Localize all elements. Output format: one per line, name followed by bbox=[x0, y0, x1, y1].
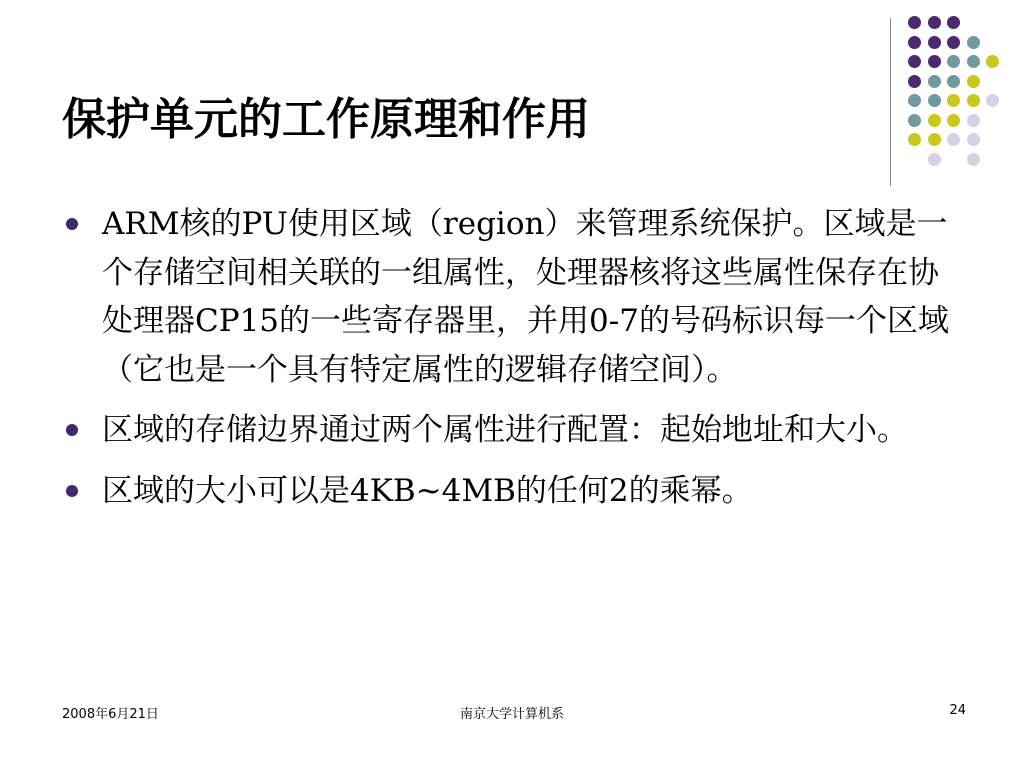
decorative-dot bbox=[947, 114, 960, 127]
decorative-dot bbox=[928, 75, 941, 88]
decorative-dot bbox=[967, 36, 980, 49]
decorative-dot bbox=[947, 133, 960, 146]
decorative-dot bbox=[928, 94, 941, 107]
decorative-dot bbox=[928, 55, 941, 68]
footer-date: 2008年6月21日 bbox=[62, 707, 159, 722]
decorative-dot bbox=[947, 16, 960, 29]
bullet-marker-icon bbox=[66, 218, 78, 230]
decorative-dot bbox=[947, 75, 960, 88]
bullet-marker-icon bbox=[66, 424, 78, 436]
decorative-dot bbox=[928, 133, 941, 146]
decorative-dot bbox=[947, 36, 960, 49]
decorative-dot bbox=[986, 55, 999, 68]
decorative-dot bbox=[908, 133, 921, 146]
decorative-dot bbox=[928, 16, 941, 29]
footer-page-number: 24 bbox=[949, 703, 966, 718]
decorative-dot bbox=[908, 55, 921, 68]
bullet-text: ARM核的PU使用区域（region）来管理系统保护。区域是一个存储空间相关联的一组属性，处理器核将这些属性保存在协处理器CP15的一些寄存器里，并用0-7的号码标识每一个区域（它也是一个具有特定属性的逻辑存储空间）。 bbox=[102, 206, 949, 388]
bullet-list bbox=[62, 200, 962, 527]
decorative-dot bbox=[967, 75, 980, 88]
decorative-dot bbox=[908, 114, 921, 127]
decorative-dot bbox=[967, 94, 980, 107]
bullet-text: 区域的存储边界通过两个属性进行配置：起始地址和大小。 bbox=[102, 412, 908, 448]
bullet-text: 区域的大小可以是4KB~4MB的任何2的乘幂。 bbox=[102, 472, 753, 509]
decorative-dot bbox=[967, 55, 980, 68]
decorative-dot bbox=[986, 94, 999, 107]
decorative-dot-grid bbox=[908, 16, 1004, 166]
decorative-dot bbox=[967, 114, 980, 127]
bullet-item bbox=[62, 406, 962, 455]
decorative-dot bbox=[928, 36, 941, 49]
decorative-dot bbox=[928, 114, 941, 127]
footer-organization: 南京大学计算机系 bbox=[459, 707, 564, 722]
bullet-item bbox=[62, 467, 962, 516]
decorative-dot bbox=[908, 36, 921, 49]
bullet-marker-icon bbox=[66, 485, 78, 497]
decorative-dot bbox=[947, 94, 960, 107]
decorative-dot bbox=[908, 75, 921, 88]
decorative-dot bbox=[967, 153, 980, 166]
decorative-dot bbox=[947, 55, 960, 68]
decorative-dot bbox=[908, 16, 921, 29]
bullet-item bbox=[62, 200, 962, 394]
decorative-vertical-line bbox=[890, 18, 891, 186]
decorative-dot bbox=[928, 153, 941, 166]
slide-title: 保护单元的工作原理和作用 bbox=[62, 94, 590, 145]
decorative-dot bbox=[967, 133, 980, 146]
decorative-dot bbox=[908, 94, 921, 107]
